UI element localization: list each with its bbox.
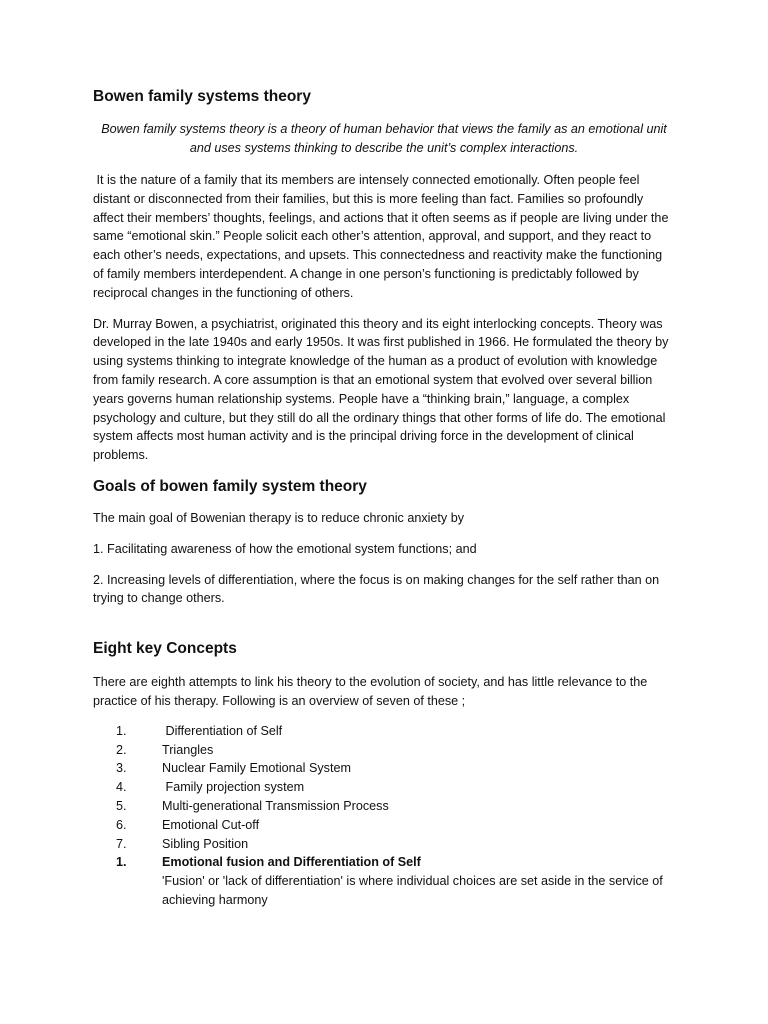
goals-intro: The main goal of Bowenian therapy is to reduce chronic anxiety by — [93, 510, 465, 525]
concepts-intro: There are eighth attempts to link his theory to the evolution of society, and has little relevance to the practice of his therapy. Following is an overview of seven of these ; — [93, 675, 648, 708]
list-item-text: Sibling Position — [162, 836, 249, 851]
abstract-text: Bowen family systems theory is a theory of human behavior that views the family as an emotional unit and uses systems thinking to describe the unit’s complex interactions. — [101, 122, 667, 155]
list-item — [93, 722, 675, 741]
list-item — [93, 741, 675, 760]
list-item-number: 5. — [116, 798, 127, 813]
list-item-number: 2. — [116, 742, 127, 757]
list-item-number: 7. — [116, 836, 127, 851]
list-item-text: Multi-generational Transmission Process — [162, 798, 389, 813]
list-item-number: 3. — [116, 761, 127, 776]
list-item-text: Triangles — [162, 742, 214, 757]
list-item-number: 6. — [116, 817, 127, 832]
list-item — [93, 797, 675, 816]
goal-item-1: 1. Facilitating awareness of how the emotional system functions; and — [93, 541, 477, 556]
document-body — [93, 88, 675, 910]
list-item — [93, 835, 675, 854]
goals-heading: Goals of bowen family system theory — [93, 477, 367, 495]
concept-detail-heading: Emotional fusion and Differentiation of Self — [162, 855, 421, 870]
list-item-text: Nuclear Family Emotional System — [162, 761, 351, 776]
list-item-text: Family projection system — [162, 780, 305, 795]
list-item-number: 1. — [116, 723, 127, 738]
concept-detail-body — [162, 853, 675, 910]
list-item — [93, 759, 675, 778]
list-item-number: 4. — [116, 780, 127, 795]
document-title: Bowen family systems theory — [93, 88, 311, 105]
list-item-text: Differentiation of Self — [162, 723, 283, 738]
list-item — [93, 816, 675, 835]
concept-detail — [93, 853, 675, 910]
concepts-heading: Eight key Concepts — [93, 640, 237, 658]
paragraph-family-nature: It is the nature of a family that its members are intensely connected emotionally. Often people feel distant or disconnected from their families, but this is more feeling than fact. Families so profoundly affect their members’ thoughts, feelings, and actions that it often seems as if people are living under the same “emotional skin.” People solicit each other’s attention, approval, and support, and they react to each other’s needs, expectations, and upsets. This connectedness and reactivity make the functioning of family members interdependent. A change in one person’s functioning is predictably followed by reciprocal changes in the functioning of others. — [93, 173, 672, 300]
concept-detail-text: 'Fusion' or 'lack of differentiation' is where individual choices are set aside in the service of achieving harmony — [162, 874, 663, 908]
list-item-text: Emotional Cut-off — [162, 817, 260, 832]
list-item — [93, 778, 675, 797]
concept-detail-number: 1. — [116, 855, 127, 870]
concepts-list — [93, 722, 675, 854]
paragraph-murray-bowen: Dr. Murray Bowen, a psychiatrist, originated this theory and its eight interlocking concepts. Theory was developed in the late 1940s and early 1950s. It was first published in 1966. He formulated the theory by using systems thinking to integrate knowledge of the human as a product of evolution with knowledge from family research. A core assumption is that an emotional system that evolved over several billion years governs human relationship systems. People have a “thinking brain,” language, a complex psychology and culture, but they still do all the ordinary things that other forms of life do. The emotional system affects most human activity and is the principal driving force in the development of clinical problems. — [93, 316, 669, 463]
goal-item-2: 2. Increasing levels of differentiation, where the focus is on making changes for the self rather than on trying to change others. — [93, 572, 660, 606]
